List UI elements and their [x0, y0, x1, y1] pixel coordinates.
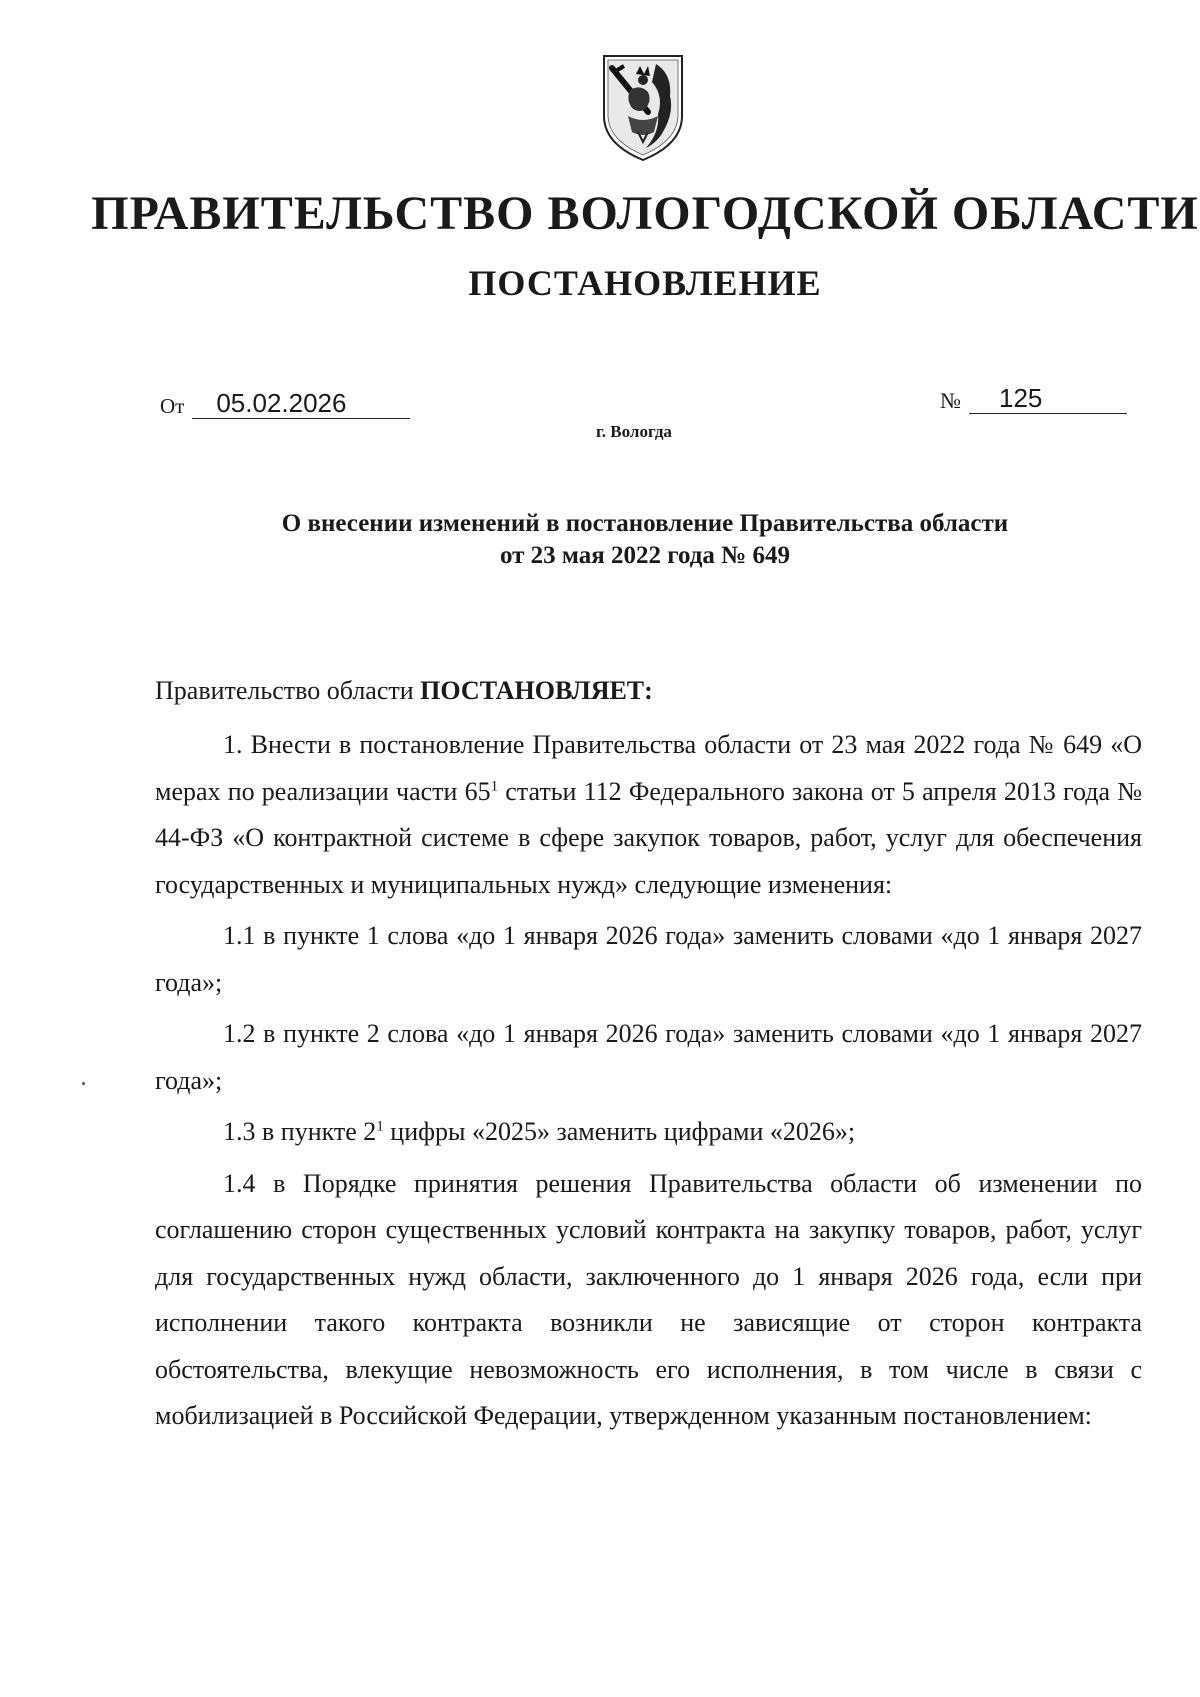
- org-name: ПРАВИТЕЛЬСТВО ВОЛОГОДСКОЙ ОБЛАСТИ: [91, 187, 1199, 240]
- paragraph-1: [155, 722, 1142, 908]
- paragraph-1-superscript: 1: [490, 777, 499, 794]
- title-line-2: от 23 мая 2022 года № 649: [499, 542, 791, 569]
- paragraph-1-3-superscript: 1: [376, 1118, 384, 1135]
- city-label: г. Вологда: [596, 422, 672, 441]
- scan-artifact: [82, 1082, 85, 1085]
- document-title: [150, 508, 1140, 572]
- preamble-text: Правительство области: [155, 676, 421, 705]
- paragraph-1-part-a: 1. Внести в постановление Правительства области от 23 мая 2022 года № 649 «О мерах по реализации части 65: [155, 730, 1142, 806]
- document-number: 125: [969, 383, 1127, 414]
- number-prefix: №: [940, 388, 961, 413]
- document-date: 05.02.2026: [192, 388, 410, 419]
- title-line-1: О внесении изменений в постановление Правительства области: [281, 510, 1009, 537]
- paragraph-1-3-part-a: 1.3 в пункте 2: [223, 1117, 377, 1146]
- number-field: [940, 383, 1127, 414]
- document-type: ПОСТАНОВЛЕНИЕ: [468, 263, 822, 303]
- coat-of-arms-icon: [600, 52, 686, 164]
- preamble-resolve: ПОСТАНОВЛЯЕТ:: [420, 676, 653, 705]
- paragraph-1-part-b: статьи 112 Федерального закона от 5 апреля 2013 года № 44-ФЗ «О контрактной системе в сфере закупок товаров, работ, услуг для обеспечения государственных и муниципальных нужд» следующие изменения:: [155, 776, 1142, 899]
- paragraph-1-2: 1.2 в пункте 2 слова «до 1 января 2026 года» заменить словами «до 1 января 2027 года»;: [155, 1019, 1142, 1095]
- date-prefix: От: [160, 394, 185, 418]
- preamble: [155, 668, 1142, 714]
- document-body: [155, 668, 1142, 1440]
- paragraph-1-3: [155, 1109, 1142, 1156]
- paragraph-1-3-part-b: цифры «2025» заменить цифрами «2026»;: [383, 1117, 856, 1146]
- paragraph-1-4: 1.4 в Порядке принятия решения Правительства области об изменении по соглашению сторон существенных условий контракта на закупку товаров, работ, услуг для государственных нужд области, заключенного до 1 января 2026 года, если при исполнении такого контракта возникли не зависящие от сторон контракта обстоятельства, влекущие невозможность его исполнения, в том числе в связи с мобилизацией в Российской Федерации, утвержденном указанным постановлением:: [155, 1168, 1142, 1430]
- date-field: [160, 388, 410, 419]
- paragraph-1-1: 1.1 в пункте 1 слова «до 1 января 2026 года» заменить словами «до 1 января 2027 года»;: [155, 921, 1142, 997]
